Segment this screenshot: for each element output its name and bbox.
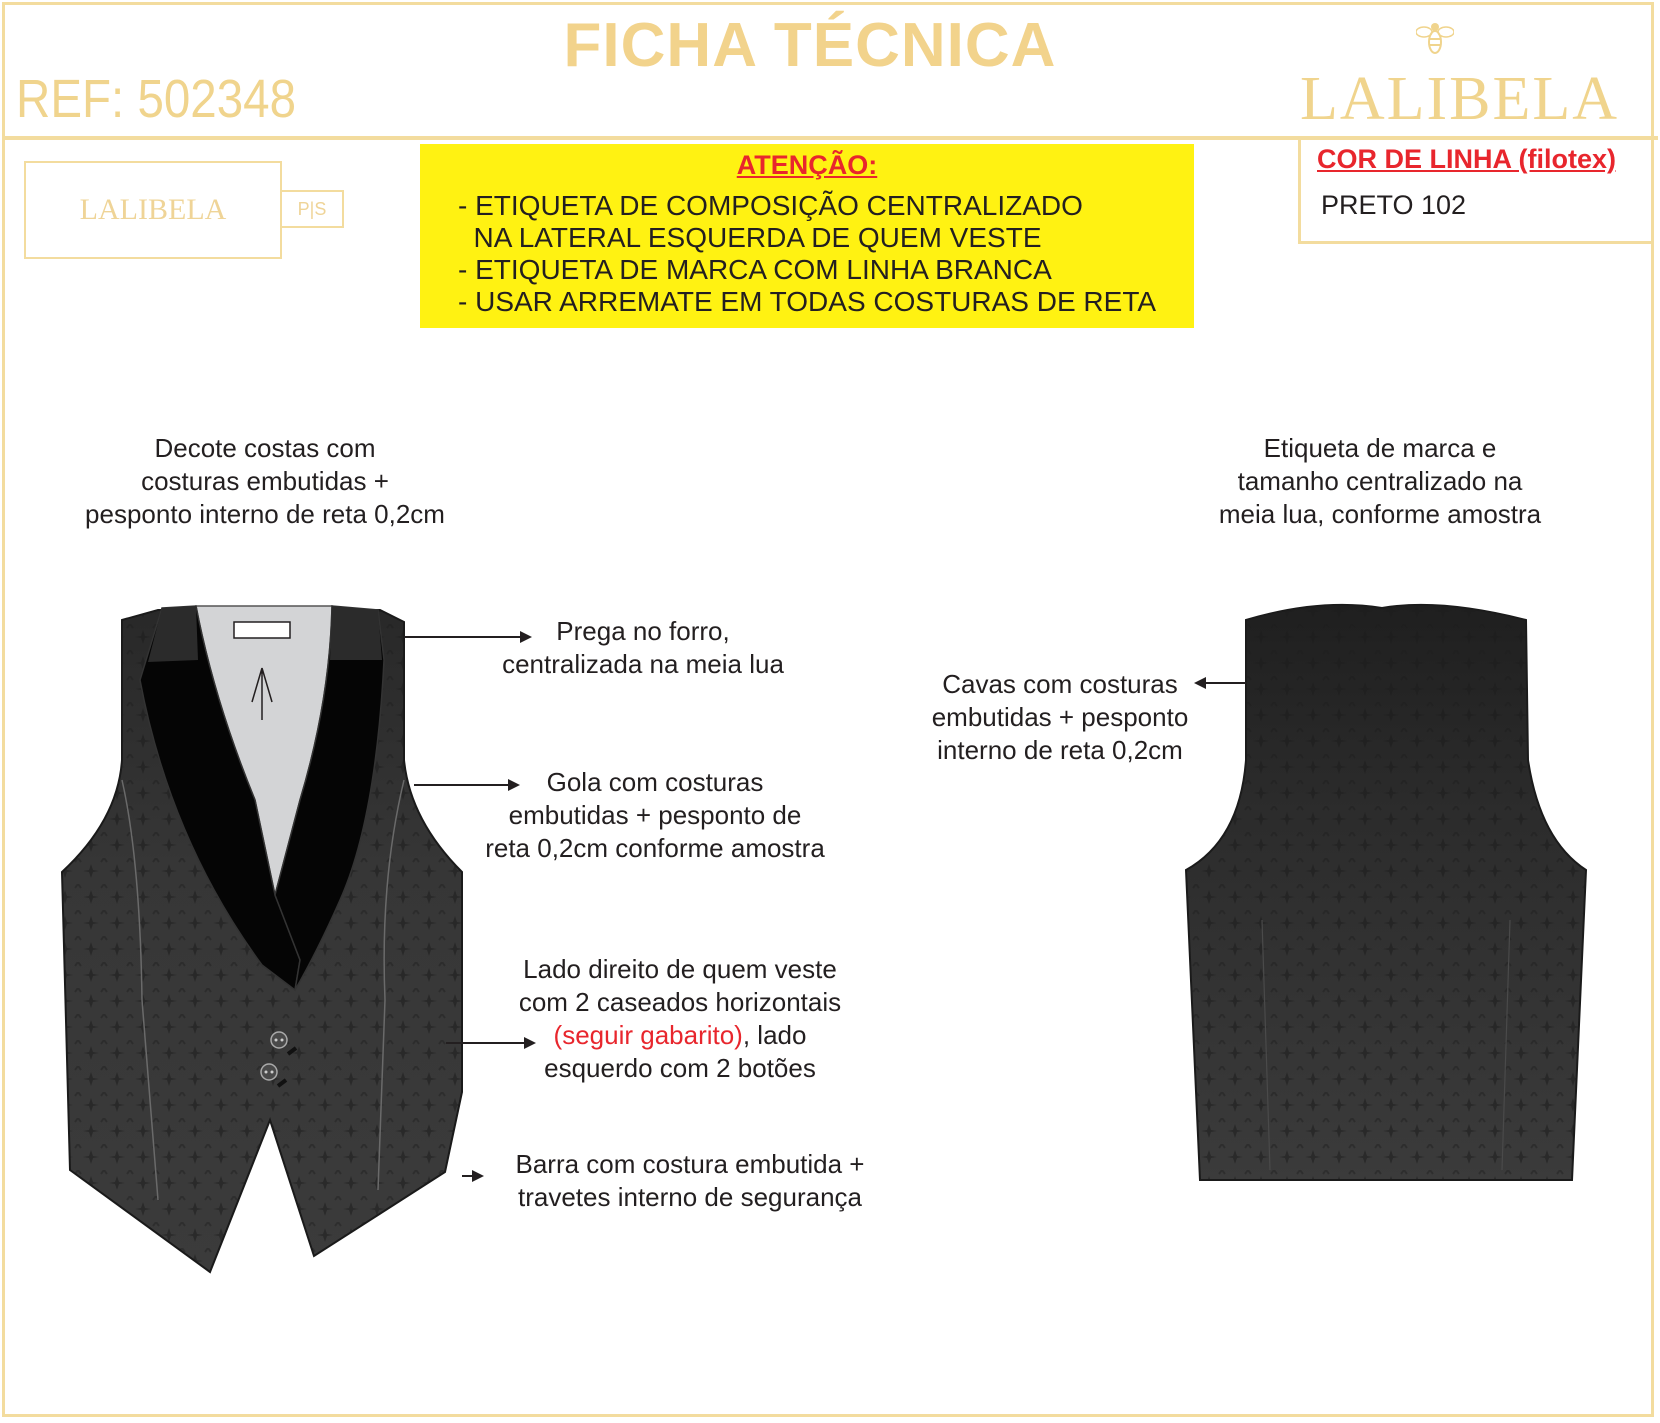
attention-line: - ETIQUETA DE COMPOSIÇÃO CENTRALIZADO bbox=[458, 190, 1083, 221]
note-barra: Barra com costura embutida + travetes interno de segurança bbox=[515, 1149, 865, 1212]
button-icon bbox=[261, 1064, 277, 1080]
back-vest bbox=[1186, 605, 1586, 1180]
attention-line: NA LATERAL ESQUERDA DE QUEM VESTE bbox=[458, 222, 1042, 253]
brand-logo: LALIBELA bbox=[1300, 65, 1620, 133]
gabarito-note: (seguir gabarito) bbox=[553, 1020, 743, 1050]
button-icon bbox=[271, 1032, 287, 1048]
reference-code: REF: 502348 bbox=[16, 69, 297, 129]
note-gola: Gola com costuras embutidas + pesponto de reta 0,2cm conforme amostra bbox=[485, 767, 825, 863]
size-tag: P|S bbox=[282, 190, 344, 228]
thread-color-title: COR DE LINHA (filotex) bbox=[1317, 144, 1616, 174]
note-prega: Prega no forro, centralizada na meia lua bbox=[502, 616, 784, 679]
attention-line: - ETIQUETA DE MARCA COM LINHA BRANCA bbox=[458, 254, 1052, 285]
page-title: FICHA TÉCNICA bbox=[563, 11, 1057, 80]
note-cavas: Cavas com costuras embutidas + pesponto interno de reta 0,2cm bbox=[931, 669, 1189, 765]
note-etiqueta: Etiqueta de marca e tamanho centralizado na meia lua, conforme amostra bbox=[1218, 433, 1542, 529]
label-brand-text: LALIBELA bbox=[79, 193, 227, 226]
note-lado: Lado direito de quem veste com 2 caseados horizontais (seguir gabarito), lado esquerdo com 2 botões bbox=[518, 954, 842, 1083]
front-vest bbox=[62, 606, 462, 1272]
note-decote: Decote costas com costuras embutidas + pesponto interno de reta 0,2cm bbox=[85, 433, 445, 529]
lining-label bbox=[234, 622, 290, 638]
thread-color-value: PRETO 102 bbox=[1321, 190, 1467, 220]
attention-title: ATENÇÃO: bbox=[736, 150, 878, 180]
attention-line: - USAR ARREMATE EM TODAS COSTURAS DE RETA bbox=[458, 286, 1157, 317]
